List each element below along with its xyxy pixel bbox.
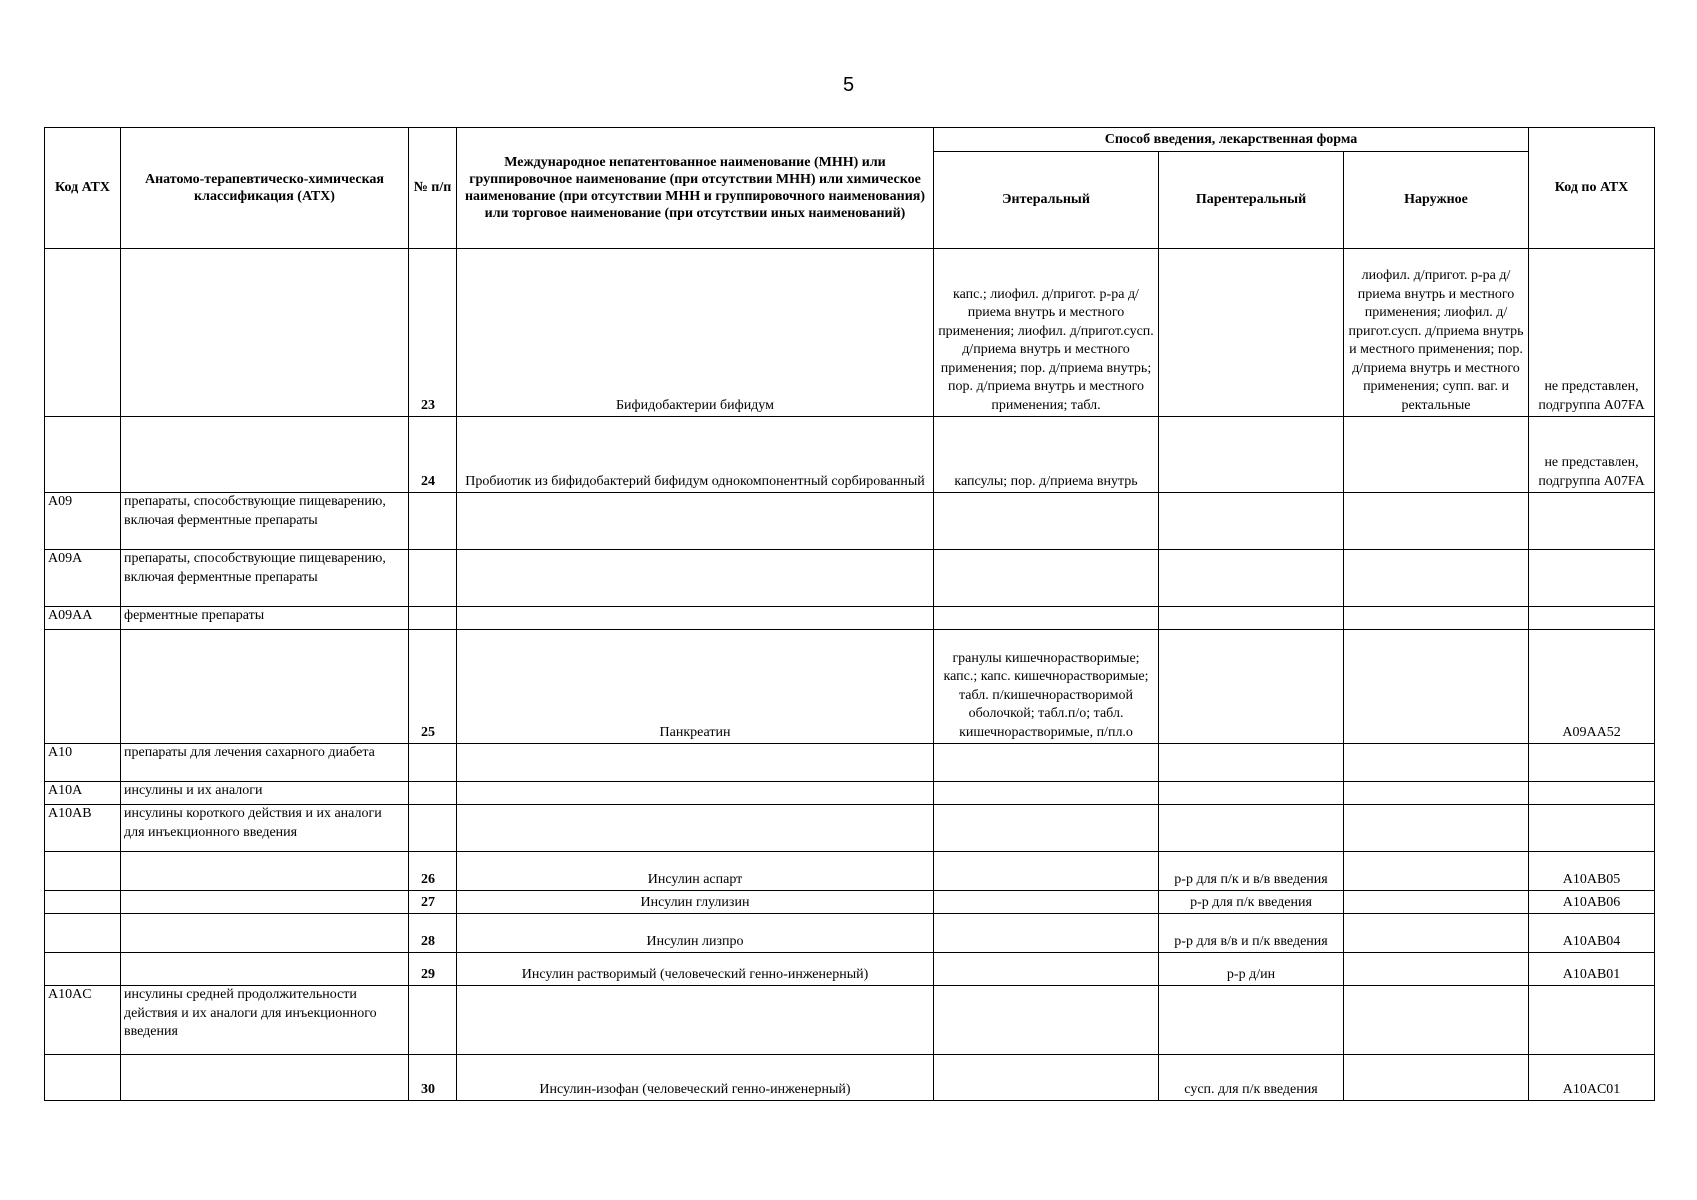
cell-enteral	[934, 986, 1159, 1055]
cell-num: 25	[409, 630, 457, 744]
cell-external	[1344, 914, 1529, 953]
cell-class: препараты, способствующие пищеварению, включая ферментные препараты	[121, 493, 409, 550]
table-row	[45, 805, 1655, 852]
cell-external	[1344, 630, 1529, 744]
cell-code	[45, 914, 121, 953]
cell-code: A09A	[45, 550, 121, 607]
cell-atx: A10AB01	[1529, 953, 1655, 986]
cell-num	[409, 744, 457, 782]
cell-code: A10	[45, 744, 121, 782]
cell-name: Инсулин растворимый (человеческий генно-инженерный)	[457, 953, 934, 986]
cell-num: 23	[409, 249, 457, 417]
cell-code: A10AB	[45, 805, 121, 852]
cell-num: 26	[409, 852, 457, 891]
cell-class	[121, 953, 409, 986]
cell-atx	[1529, 744, 1655, 782]
cell-num: 30	[409, 1055, 457, 1101]
cell-parenteral	[1159, 805, 1344, 852]
table-row	[45, 630, 1655, 744]
table-row	[45, 417, 1655, 493]
cell-enteral	[934, 744, 1159, 782]
cell-external	[1344, 805, 1529, 852]
cell-enteral	[934, 852, 1159, 891]
cell-code: A10AC	[45, 986, 121, 1055]
header-external: Наружное	[1344, 152, 1529, 249]
cell-code	[45, 891, 121, 914]
cell-external	[1344, 852, 1529, 891]
cell-enteral: капс.; лиофил. д/пригот. р-ра д/приема внутрь и местного применения; лиофил. д/пригот.сусп. д/приема внутрь и местного применения; пор. д/приема внутрь; пор. д/приема внутрь и местного применения; табл.	[934, 249, 1159, 417]
cell-name: Бифидобактерии бифидум	[457, 249, 934, 417]
cell-name	[457, 607, 934, 630]
cell-atx: A10AB05	[1529, 852, 1655, 891]
cell-atx	[1529, 986, 1655, 1055]
cell-enteral	[934, 953, 1159, 986]
cell-name: Пробиотик из бифидобактерий бифидум однокомпонентный сорбированный	[457, 417, 934, 493]
header-atx-code: Код по АТХ	[1529, 128, 1655, 249]
cell-enteral	[934, 607, 1159, 630]
cell-name: Инсулин глулизин	[457, 891, 934, 914]
cell-code	[45, 953, 121, 986]
header-parenteral: Парентеральный	[1159, 152, 1344, 249]
cell-name: Инсулин-изофан (человеческий генно-инженерный)	[457, 1055, 934, 1101]
table-row	[45, 607, 1655, 630]
table-row	[45, 953, 1655, 986]
cell-external	[1344, 782, 1529, 805]
cell-enteral	[934, 891, 1159, 914]
cell-parenteral: р-р для в/в и п/к введения	[1159, 914, 1344, 953]
cell-external	[1344, 986, 1529, 1055]
cell-enteral: гранулы кишечнорастворимые; капс.; капс. кишечнорастворимые; табл. п/кишечнорастворимой оболочкой; табл.п/о; табл. кишечнорастворимые, п/пл.о	[934, 630, 1159, 744]
cell-parenteral: р-р для п/к и в/в введения	[1159, 852, 1344, 891]
cell-name	[457, 550, 934, 607]
cell-parenteral: р-р для п/к введения	[1159, 891, 1344, 914]
cell-code: A09	[45, 493, 121, 550]
table-row	[45, 782, 1655, 805]
cell-num	[409, 493, 457, 550]
cell-atx: A10AC01	[1529, 1055, 1655, 1101]
cell-atx: не представлен, подгруппа A07FA	[1529, 417, 1655, 493]
cell-external	[1344, 607, 1529, 630]
cell-num: 29	[409, 953, 457, 986]
cell-atx	[1529, 805, 1655, 852]
cell-code	[45, 630, 121, 744]
cell-parenteral	[1159, 249, 1344, 417]
table-row	[45, 914, 1655, 953]
cell-num	[409, 986, 457, 1055]
cell-class: препараты для лечения сахарного диабета	[121, 744, 409, 782]
cell-name: Инсулин аспарт	[457, 852, 934, 891]
cell-enteral: капсулы; пор. д/приема внутрь	[934, 417, 1159, 493]
cell-code	[45, 249, 121, 417]
cell-external	[1344, 953, 1529, 986]
cell-external	[1344, 891, 1529, 914]
table-row	[45, 891, 1655, 914]
cell-external	[1344, 417, 1529, 493]
cell-atx	[1529, 493, 1655, 550]
page-number: 5	[842, 74, 855, 96]
cell-atx: не представлен, подгруппа A07FA	[1529, 249, 1655, 417]
cell-num	[409, 782, 457, 805]
cell-parenteral	[1159, 744, 1344, 782]
cell-num	[409, 550, 457, 607]
cell-code: A10A	[45, 782, 121, 805]
table-row	[45, 986, 1655, 1055]
cell-parenteral: сусп. для п/к введения	[1159, 1055, 1344, 1101]
cell-parenteral	[1159, 782, 1344, 805]
cell-atx	[1529, 607, 1655, 630]
cell-name	[457, 744, 934, 782]
cell-parenteral	[1159, 550, 1344, 607]
table-row	[45, 249, 1655, 417]
cell-name	[457, 986, 934, 1055]
cell-parenteral	[1159, 607, 1344, 630]
cell-class	[121, 417, 409, 493]
cell-external	[1344, 493, 1529, 550]
cell-code	[45, 852, 121, 891]
header-route-group: Способ введения, лекарственная форма	[934, 128, 1529, 152]
cell-num: 24	[409, 417, 457, 493]
cell-enteral	[934, 914, 1159, 953]
table-row	[45, 744, 1655, 782]
cell-num	[409, 607, 457, 630]
cell-code	[45, 417, 121, 493]
cell-external: лиофил. д/пригот. р-ра д/приема внутрь и местного применения; лиофил. д/пригот.сусп. д/приема внутрь и местного применения; пор. д/приема внутрь и местного применения; супп. ваг. и ректальные	[1344, 249, 1529, 417]
table-row	[45, 493, 1655, 550]
header-enteral: Энтеральный	[934, 152, 1159, 249]
cell-class	[121, 891, 409, 914]
cell-class	[121, 1055, 409, 1101]
cell-name	[457, 493, 934, 550]
table-row	[45, 852, 1655, 891]
cell-enteral	[934, 805, 1159, 852]
cell-atx: A10AB06	[1529, 891, 1655, 914]
cell-external	[1344, 1055, 1529, 1101]
cell-parenteral	[1159, 986, 1344, 1055]
drug-table	[44, 127, 1655, 1101]
cell-class	[121, 630, 409, 744]
cell-code: A09AA	[45, 607, 121, 630]
cell-class: ферментные препараты	[121, 607, 409, 630]
cell-class	[121, 914, 409, 953]
cell-atx	[1529, 550, 1655, 607]
cell-parenteral	[1159, 417, 1344, 493]
cell-external	[1344, 550, 1529, 607]
cell-class: инсулины и их аналоги	[121, 782, 409, 805]
header-classification: Анатомо-терапевтическо-химическая классификация (АТХ)	[121, 128, 409, 249]
cell-name	[457, 782, 934, 805]
cell-name: Инсулин лизпро	[457, 914, 934, 953]
cell-code	[45, 1055, 121, 1101]
cell-class: инсулины короткого действия и их аналоги для инъекционного введения	[121, 805, 409, 852]
cell-atx	[1529, 782, 1655, 805]
table-row	[45, 550, 1655, 607]
cell-parenteral	[1159, 630, 1344, 744]
cell-num: 27	[409, 891, 457, 914]
header-code-atx: Код АТХ	[45, 128, 121, 249]
header-name: Международное непатентованное наименование (МНН) или группировочное наименование (при отсутствии МНН) или химическое наименование (при отсутствии МНН и группировочного наименования) или торговое наименование (при отсутствии иных наименований)	[457, 128, 934, 249]
cell-enteral	[934, 782, 1159, 805]
cell-name	[457, 805, 934, 852]
cell-parenteral	[1159, 493, 1344, 550]
cell-num	[409, 805, 457, 852]
cell-atx: A09AA52	[1529, 630, 1655, 744]
cell-class	[121, 249, 409, 417]
cell-num: 28	[409, 914, 457, 953]
table-row	[45, 1055, 1655, 1101]
cell-class	[121, 852, 409, 891]
cell-name: Панкреатин	[457, 630, 934, 744]
cell-enteral	[934, 1055, 1159, 1101]
cell-external	[1344, 744, 1529, 782]
cell-parenteral: р-р д/ин	[1159, 953, 1344, 986]
cell-atx: A10AB04	[1529, 914, 1655, 953]
cell-enteral	[934, 550, 1159, 607]
cell-class: препараты, способствующие пищеварению, включая ферментные препараты	[121, 550, 409, 607]
cell-class: инсулины средней продолжительности действия и их аналоги для инъекционного введения	[121, 986, 409, 1055]
header-num: № п/п	[409, 128, 457, 249]
cell-enteral	[934, 493, 1159, 550]
